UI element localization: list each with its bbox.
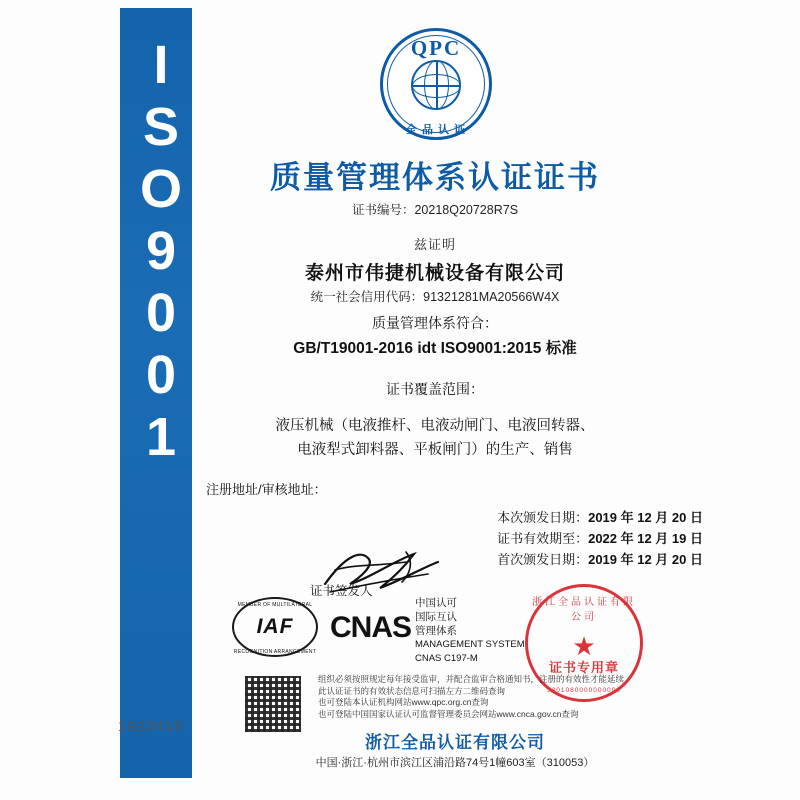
iaf-label: IAF: [256, 615, 294, 638]
address-label: 注册地址/审核地址：: [206, 482, 327, 497]
scope-line-1: 液压机械（电液推杆、电液动闸门、电液回转器、: [275, 418, 595, 434]
seal-arc-text: 浙江全品认证有限公司: [532, 597, 636, 623]
fineprint-line-1: 组织必须按照规定每年接受监审，并配合监审合格通知书，注册的有效性才能延续: [318, 674, 625, 684]
certificate-number: 证书编号：20218Q20728R7S: [351, 203, 519, 217]
issue-date-value: 2019 年 12 月 20 日: [588, 510, 703, 525]
signature-label: 证书签发人: [310, 584, 373, 598]
scope-label: 证书覆盖范围：: [386, 381, 484, 397]
seal-bottom-code: 3301080000000000: [547, 687, 621, 694]
scope-text: [225, 414, 645, 462]
qr-code-icon: [245, 676, 301, 732]
globe-icon: [411, 60, 461, 110]
issue-date-row: [445, 507, 703, 528]
globe-parallel: [412, 74, 461, 98]
qpc-logo: [380, 28, 496, 144]
cnas-en-line: MANAGEMENT SYSTEM: [415, 639, 525, 650]
cnas-cn-line-1: 中国认可: [415, 597, 457, 609]
certificate-content: [200, 16, 760, 786]
logo-subtitle: 全 品 认 证: [405, 124, 467, 136]
star-icon: ★: [572, 631, 596, 661]
unified-social-credit-code: 统一社会信用代码：91321281MA20566W4X: [310, 290, 560, 304]
standard-reference: GB/T19001-2016 idt ISO9001:2015 标准: [293, 340, 577, 357]
hereby-label: 兹证明: [413, 237, 456, 252]
first-issue-date-label: 首次颁发日期：: [497, 552, 589, 567]
scope-line-2: 电液犁式卸料器、平板闸门）的生产、销售: [297, 442, 573, 458]
certificate-title: 质量管理体系认证证书: [270, 160, 600, 195]
issue-date-label: 本次颁发日期：: [497, 510, 589, 525]
issuing-organization: 浙江全品认证有限公司: [365, 733, 545, 752]
fineprint-line-3: 也可登陆本认证机构网站www.qpc.org.cn查询: [318, 697, 489, 707]
fineprint-line-2: 此认证证书的有效状态信息可扫描左方二维码查询: [318, 685, 506, 696]
conformity-label: 质量管理体系符合：: [372, 315, 498, 331]
iaf-bottom-text: RECOGNITION ARRANGEMENT: [233, 649, 317, 655]
expiry-date-value: 2022 年 12 月 19 日: [588, 531, 703, 546]
first-issue-date-value: 2019 年 12 月 20 日: [588, 552, 703, 567]
cnas-logo: CNAS: [330, 611, 412, 644]
seal-center-text: 证书专用章: [548, 660, 619, 675]
cnas-cn-line-3: 管理体系: [415, 625, 457, 637]
globe-meridian: [424, 60, 449, 110]
iaf-top-text: MEMBER OF MULTILATERAL: [237, 602, 313, 608]
cnas-code: CNAS C197-M: [415, 653, 478, 664]
logo-acronym: QPC: [410, 36, 462, 60]
cnas-cn-line-2: 国际互认: [415, 611, 457, 623]
fineprint-line-4: 也可登陆中国国家认证认可监督管理委员会网站www.cnca.gov.cn查询: [318, 708, 579, 719]
company-name: 泰州市伟捷机械设备有限公司: [304, 263, 565, 284]
expiry-date-label: 证书有效期至：: [497, 531, 589, 546]
issuing-organization-address: 中国·浙江·杭州市滨江区浦沿路74号1幢603室（310053）: [315, 757, 595, 769]
fineprint-block: [318, 674, 708, 720]
iso-band-label: ISO9001: [131, 35, 191, 469]
iaf-mark: [232, 597, 324, 659]
serial-number: 1823416: [118, 718, 184, 735]
